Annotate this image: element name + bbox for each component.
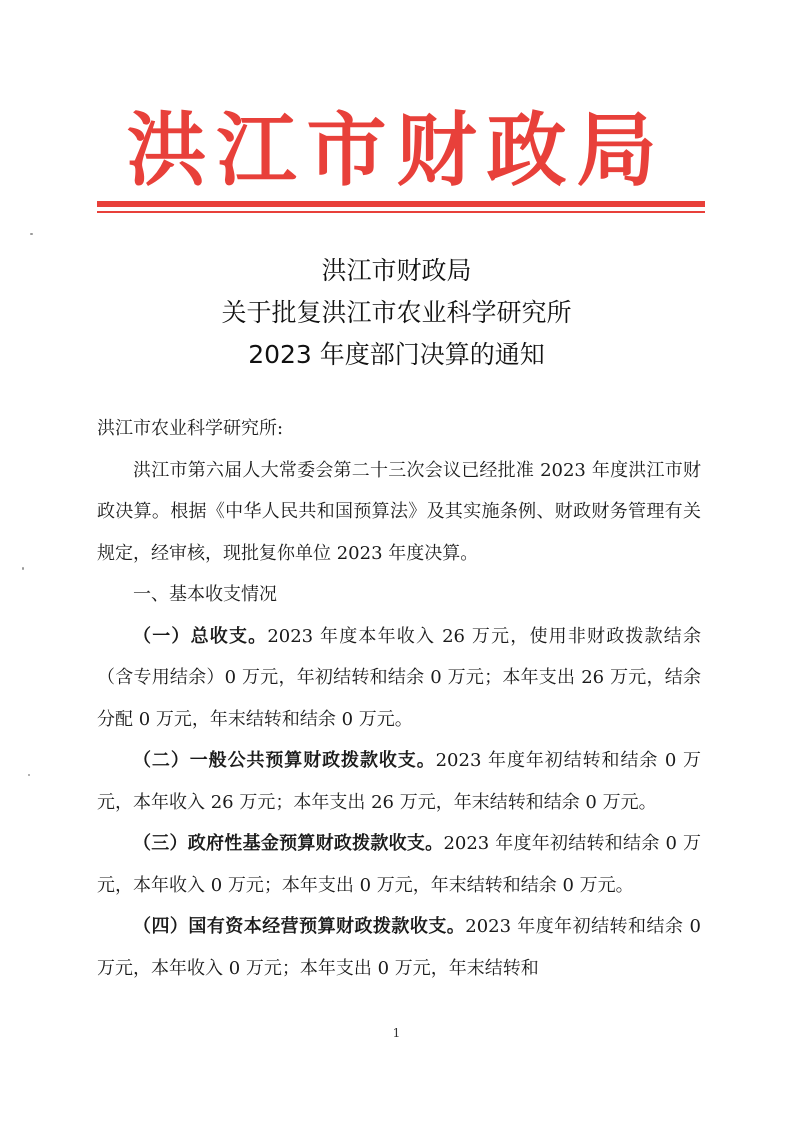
masthead-red-rule-thick — [97, 201, 705, 207]
title-line-2: 关于批复洪江市农业科学研究所 — [221, 298, 572, 327]
scan-speck — [22, 567, 24, 570]
item-text: 2023 年度年初结转和结余 0 万元，本年收入 26 万元；本年支出 26 万元，年末结转和结余 0 万元。 — [97, 750, 701, 813]
masthead-red-rule-thin — [97, 211, 705, 213]
item-label: （二）一般公共预算财政拨款收支。 — [133, 750, 436, 771]
item-text: 2023 年度年初结转和结余 0 万元，本年收入 0 万元；本年支出 0 万元，年末结转和 — [97, 916, 701, 979]
intro-paragraph: 洪江市第六届人大常委会第二十三次会议已经批准 2023 年度洪江市财政决算。根据《中华人民共和国预算法》及其实施条例、财政财务管理有关规定，经审核，现批复你单位 2023 年度决算。 — [97, 459, 701, 564]
title-line-3: 2023 年度部门决算的通知 — [248, 340, 545, 369]
document-title — [0, 250, 793, 376]
item-text: 2023 年度本年收入 26 万元，使用非财政拨款结余（含专用结余）0 万元，年初结转和结余 0 万元；本年支出 26 万元，结余分配 0 万元，年末结转和结余 0 万元。 — [97, 625, 701, 730]
section-heading-basic-revenue-expenditure: 一、基本收支情况 — [133, 584, 277, 605]
item-state-capital-budget — [97, 906, 701, 989]
item-government-fund-budget — [97, 823, 701, 906]
page-number: 1 — [392, 1026, 401, 1040]
item-general-public-budget — [97, 740, 701, 823]
document-body — [97, 408, 701, 989]
masthead-org-name: 洪江市财政局 — [126, 103, 667, 197]
scan-speck — [30, 233, 33, 235]
item-total-revenue-expenditure — [97, 616, 701, 741]
item-label: （三）政府性基金预算财政拨款收支。 — [133, 833, 444, 854]
item-label: （四）国有资本经营预算财政拨款收支。 — [133, 916, 466, 937]
title-line-1: 洪江市财政局 — [321, 256, 472, 285]
scan-speck — [28, 774, 30, 776]
item-text: 2023 年度年初结转和结余 0 万元，本年收入 0 万元；本年支出 0 万元，年末结转和结余 0 万元。 — [97, 833, 701, 896]
item-label: （一）总收支。 — [133, 625, 268, 647]
salutation: 洪江市农业科学研究所: — [97, 418, 284, 439]
